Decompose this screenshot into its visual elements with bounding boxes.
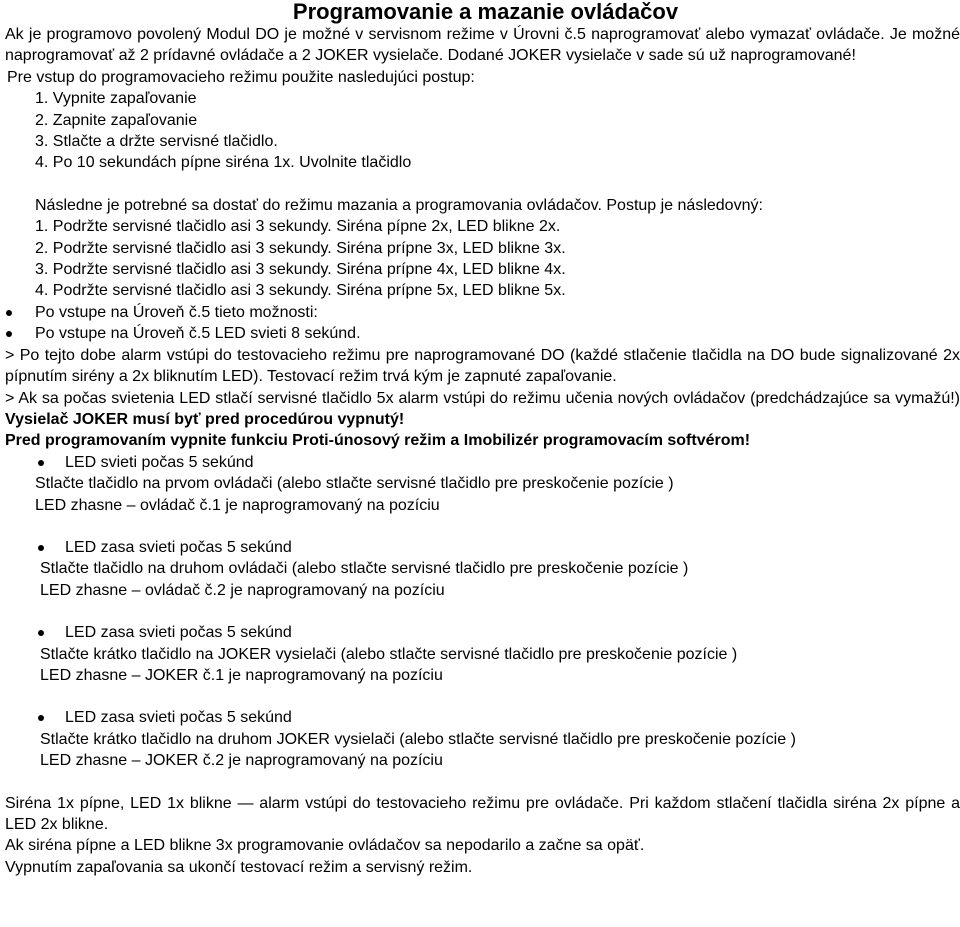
mode-step: 3. Podržte servisné tlačidlo asi 3 sekundy. Siréna prípne 4x, LED blikne 4x. [35, 261, 566, 279]
spacer [5, 601, 960, 622]
level-bullet: Po vstupe na Úroveň č.5 tieto možnosti: [5, 302, 960, 323]
entry-step: 4. Po 10 sekundách pípne siréna 1x. Uvolnite tlačidlo [35, 154, 412, 172]
entry-step: 3. Stlačte a držte servisné tlačidlo. [35, 133, 278, 151]
block-bullet: LED zasa svieti počas 5 sekúnd [5, 622, 960, 643]
entry-step: 1. Vypnite zapaľovanie [35, 90, 197, 108]
outro-paragraph: Vypnutím zapaľovania sa ukončí testovací režim a servisný režim. [5, 858, 473, 876]
block-result: LED zhasne – ovládač č.1 je naprogramovaný na pozíciu [35, 496, 440, 514]
entry-intro: Pre vstup do programovacieho režimu použite nasledujúci postup: [7, 68, 475, 86]
block-action: Stlačte krátko tlačidlo na druhom JOKER vysielači (alebo stlačte servisné tlačidlo pre preskočenie pozície ) [40, 730, 796, 748]
document-page [5, 0, 960, 878]
block-result: LED zhasne – JOKER č.2 je naprogramovaný na pozíciu [40, 752, 443, 770]
block-action: Stlačte tlačidlo na druhom ovládači (alebo stlačte servisné tlačidlo pre preskočenie pozície ) [40, 560, 689, 578]
block-action: Stlačte tlačidlo na prvom ovládači (alebo stlačte servisné tlačidlo pre preskočenie pozície ) [35, 475, 674, 493]
mode-step: 1. Podržte servisné tlačidlo asi 3 sekundy. Siréna pípne 2x, LED blikne 2x. [35, 218, 561, 236]
mode-intro: Následne je potrebné sa dostať do režimu mazania a programovania ovládačov. Postup je následovný: [35, 196, 763, 214]
learn-mode-paragraph [5, 388, 960, 431]
block-result: LED zhasne – ovládač č.2 je naprogramovaný na pozíciu [40, 581, 445, 599]
learn-mode-text: > Ak sa počas svietenia LED stlačí servisné tlačidlo 5x alarm vstúpi do režimu učenia nových ovládačov (predchádzajúce sa vymažú!) [5, 389, 960, 407]
mode-step: 4. Podržte servisné tlačidlo asi 3 sekundy. Siréna prípne 5x, LED blikne 5x. [35, 282, 566, 300]
outro-paragraph: Siréna 1x pípne, LED 1x blikne — alarm vstúpi do testovacieho režimu pre ovládače. Pri každom stlačení tlačidla siréna 2x pípne a LED 2x blikne. [5, 794, 960, 833]
spacer [5, 174, 960, 195]
block-bullet: LED zasa svieti počas 5 sekúnd [5, 707, 960, 728]
joker-warning: Vysielač JOKER musí byť pred procedúrou vypnutý! [5, 410, 405, 428]
block-bullet: LED zasa svieti počas 5 sekúnd [5, 537, 960, 558]
entry-step: 2. Zapnite zapaľovanie [35, 111, 198, 129]
block-bullet: LED svieti počas 5 sekúnd [5, 452, 960, 473]
test-mode-paragraph: > Po tejto dobe alarm vstúpi do testovacieho režimu pre naprogramované DO (každé stlačenie tlačidla na DO bude signalizované 2x pípnutím sirény a 2x bliknutím LED). Testovací režim trvá kým je zapnuté zapaľovanie. [5, 346, 960, 386]
spacer [5, 516, 960, 537]
software-warning: Pred programovaním vypnite funkciu Proti-únosový režim a Imobilizér programovacím softvérom! [5, 432, 751, 450]
spacer [5, 772, 960, 793]
block-result: LED zhasne – JOKER č.1 je naprogramovaný na pozíciu [40, 666, 443, 684]
level-bullet: Po vstupe na Úroveň č.5 LED svieti 8 sekúnd. [5, 323, 960, 344]
outro-paragraph: Ak siréna pípne a LED blikne 3x programovanie ovládačov sa nepodarilo a začne sa opäť. [5, 837, 645, 855]
page-title: Programovanie a mazanie ovládačov [292, 0, 679, 24]
spacer [5, 686, 960, 707]
intro-paragraph: Ak je programovo povolený Modul DO je možné v servisnom režime v Úrovni č.5 naprogramovať alebo vymazať ovládače. Je možné naprogramovať až 2 prídavné ovládače a 2 JOKER vysielače. Dodané JOKER vysielače v sade sú už naprogramované! [5, 26, 960, 65]
mode-step: 2. Podržte servisné tlačidlo asi 3 sekundy. Siréna prípne 3x, LED blikne 3x. [35, 239, 566, 257]
block-action: Stlačte krátko tlačidlo na JOKER vysielači (alebo stlačte servisné tlačidlo pre preskočenie pozície ) [40, 645, 738, 663]
